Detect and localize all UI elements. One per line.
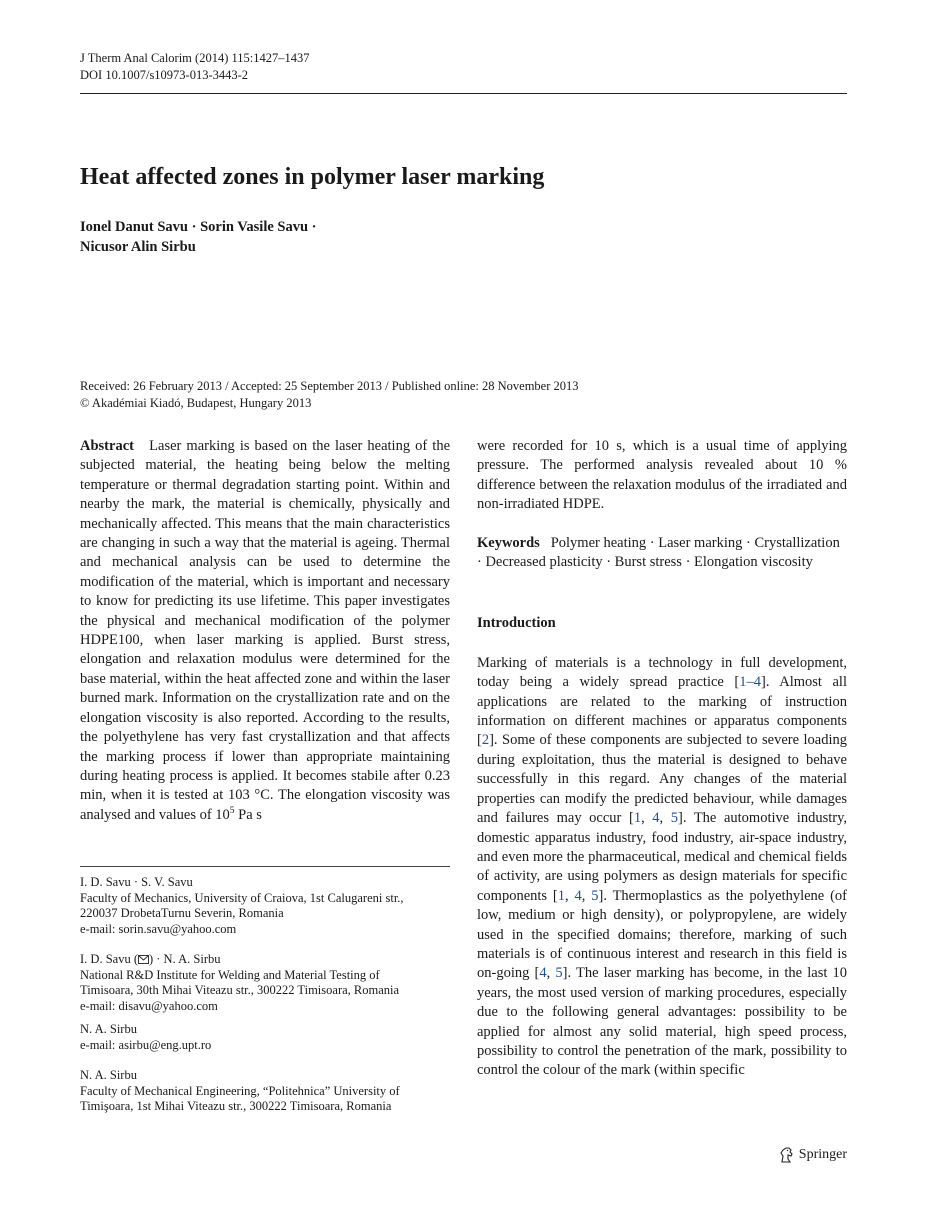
citation-link[interactable]: 1–4 (739, 674, 762, 691)
affiliation-names: I. D. Savu · S. V. Savu (80, 875, 193, 889)
abstract-exponent: 5 (229, 805, 235, 816)
running-header (80, 50, 310, 84)
citation-separator: , (659, 810, 671, 827)
intro-text: ]. Thermoplastics as the polyethylene (of low, medium or high density), or polypropylene, are widely used in the specified domains; therefore, marking of such materials is of continuous interest and research in this field is on-going [ (477, 887, 848, 982)
abstract-column (80, 437, 450, 825)
publisher-name: Springer (798, 1147, 847, 1162)
citation-link[interactable]: 2 (481, 732, 490, 749)
affiliation-line: Faculty of Mechanics, University of Craiova, 1st Calugareni str., (80, 890, 404, 905)
affiliation-names-part: ) · N. A. Sirbu (148, 952, 221, 966)
introduction-paragraph (477, 654, 847, 1081)
header-rule (80, 93, 847, 94)
citation-link[interactable]: 5 (591, 887, 599, 904)
section-heading-introduction: Introduction (477, 615, 556, 632)
intro-text: ]. Almost all applications are related to the marking of instruction information on different machines or apparatus components [ (477, 674, 847, 749)
abstract-continuation: were recorded for 10 s, which is a usual time of applying pressure. The performed analysis revealed about 10 % difference between the relaxation modulus of the irradiated and non-irradiated HDPE. (477, 438, 847, 513)
authors-line-2: Nicusor Alin Sirbu (80, 239, 196, 255)
citation-link[interactable]: 4 (539, 965, 547, 982)
citation-separator: , (565, 887, 575, 904)
citation-link[interactable]: 5 (555, 965, 563, 982)
affiliation-1 (80, 875, 450, 937)
affiliation-email[interactable]: e-mail: sorin.savu@yahoo.com (80, 921, 237, 936)
abstract-text: Laser marking is based on the laser heating of the subjected material, the heating being below the melting temperature or thermal degradation starting point. Within and nearby the mark, the material is chemically, physically and mechanically affected. This means that the main characteristics are changing in such a way that the material is ageing. Thermal and mechanical analysis can be used to determine the modification of the material, which is important and necessary to know for predicting its use lifetime. This paper investigates the physical and mechanical modification of the polymer HDPE100, when laser marking is applied. Burst stress, elongation and relaxation modulus were determined for the base material, within the heat affected zone and within the laser burned mark. Information on the crystallization rate and on the elongation viscosity is also reported. According to the results, the polyethylene has very fast crystallization and that affects the marking process if lower than appropriate maintaining during heating process is applied. It becomes stabile after 0.23 min, when it is tested at 103 °C. The elongation viscosity was analysed and values of 10 (80, 438, 451, 823)
article-title: Heat affected zones in polymer laser marking (80, 164, 545, 190)
keywords (477, 534, 847, 573)
publication-dates (80, 378, 579, 411)
intro-text: ]. The automotive industry, domestic apparatus industry, food industry, air-space industry, and even more the pharmaceutical, medical and chemical fields of activity, are using polymers as design materials for specific components [ (477, 810, 848, 904)
intro-text: Marking of materials is a technology in full development, today being a widely spread practice [ (477, 654, 847, 691)
publisher-logo (779, 1145, 847, 1165)
intro-text: ]. Some of these components are subjected to severe loading during exploitation, thus the material is designed to behave successfully in this regard. Any changes of the material properties can modify the predicted behaviour, while damages and failures may occur [ (477, 732, 847, 827)
footnote-rule (80, 866, 450, 867)
citation-separator: , (581, 887, 592, 904)
affiliation-names: N. A. Sirbu (80, 1022, 137, 1036)
envelope-icon (138, 955, 149, 964)
affiliation-names: N. A. Sirbu (80, 1068, 137, 1082)
journal-citation: J Therm Anal Calorim (2014) 115:1427–1437 (80, 51, 310, 65)
authors-line-1: Ionel Danut Savu · Sorin Vasile Savu · (80, 219, 317, 235)
citation-link[interactable]: 5 (670, 810, 679, 827)
affiliation-email[interactable]: e-mail: disavu@yahoo.com (80, 998, 218, 1013)
right-column (477, 437, 847, 1081)
copyright-notice: © Akadémiai Kiadó, Budapest, Hungary 2013 (80, 395, 312, 410)
citation-link[interactable]: 4 (652, 810, 660, 827)
citation-link[interactable]: 1 (633, 810, 642, 827)
affiliation-line: Timişoara, 1st Mihai Viteazu str., 300222 Timisoara, Romania (80, 1099, 392, 1113)
affiliation-2 (80, 952, 450, 1014)
affiliation-names (80, 952, 450, 968)
keywords-label: Keywords (477, 534, 540, 551)
affiliation-names-part: I. D. Savu ( (80, 952, 138, 966)
affiliation-line: National R&D Institute for Welding and Material Testing of (80, 967, 380, 982)
affiliation-line: Faculty of Mechanical Engineering, “Politehnica” University of (80, 1083, 400, 1098)
intro-text: ]. The laser marking has become, in the last 10 years, the most used version of marking procedures, especially due to the following general advantages: possibility to be applied for almost any solid material, high speed process, possibility to control the penetration of the mark, possibility to control the colour of the mark (within specific (477, 965, 848, 1079)
citation-link[interactable]: 4 (574, 887, 582, 904)
citation-separator: , (546, 965, 556, 982)
affiliation-3 (80, 1022, 450, 1053)
affiliation-4 (80, 1068, 450, 1115)
citation-link[interactable]: 1 (557, 887, 566, 904)
abstract-unit: Pa s (234, 806, 262, 823)
citation-separator: , (641, 810, 653, 827)
history-dates: Received: 26 February 2013 / Accepted: 25 September 2013 / Published online: 28 November 2013 (80, 379, 579, 393)
doi[interactable]: DOI 10.1007/s10973-013-3443-2 (80, 68, 249, 82)
affiliation-email[interactable]: e-mail: asirbu@eng.upt.ro (80, 1037, 212, 1052)
author-list (80, 217, 317, 257)
affiliation-line: Timisoara, 30th Mihai Viteazu str., 300222 Timisoara, Romania (80, 983, 400, 997)
affiliation-line: 220037 DrobetaTurnu Severin, Romania (80, 906, 284, 920)
springer-horse-icon (779, 1146, 795, 1164)
keywords-text: Polymer heating · Laser marking · Crystallization · Decreased plasticity · Burst stress · Elongation viscosity (477, 534, 840, 571)
abstract-label: Abstract (80, 438, 134, 454)
